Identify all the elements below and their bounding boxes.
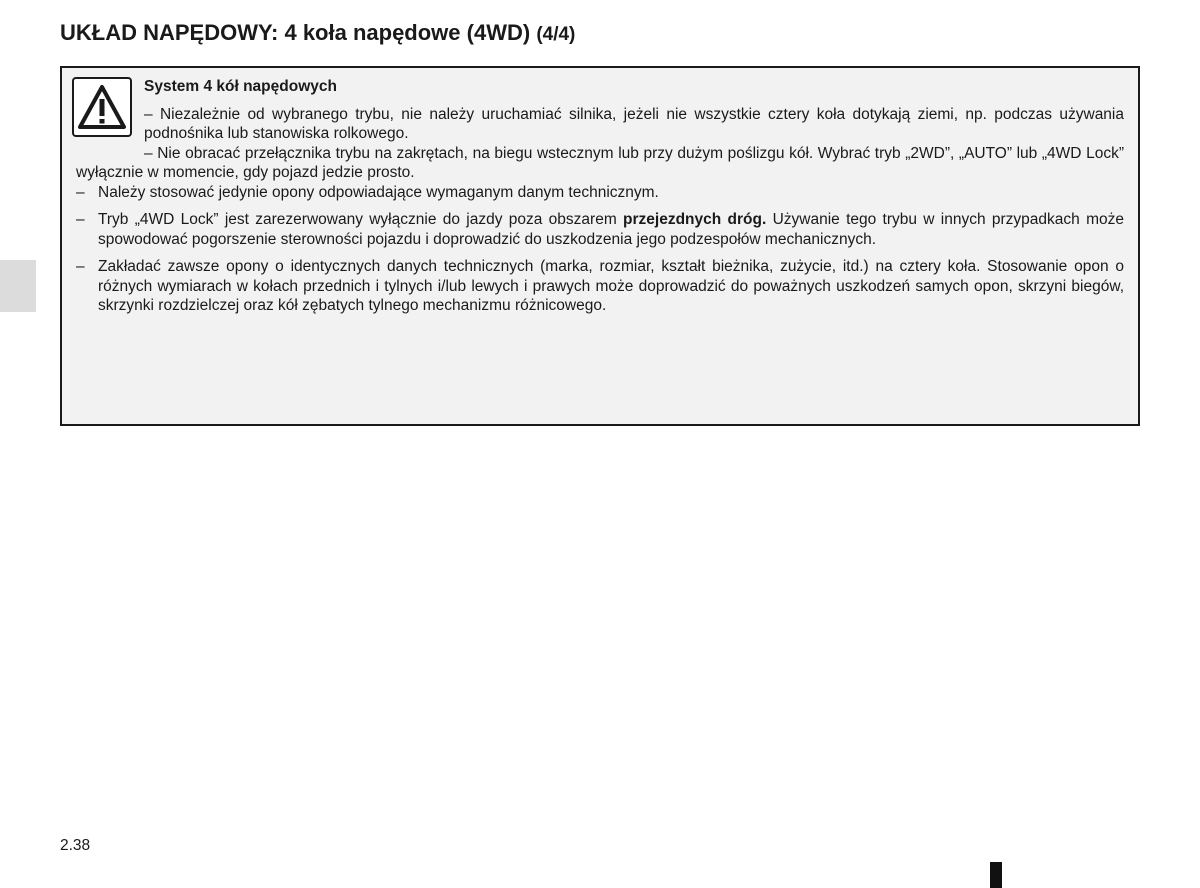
warning-triangle-icon: [72, 77, 132, 137]
page-title: [60, 18, 575, 50]
warning-list: [76, 183, 1124, 316]
page-title-text: UKŁAD NAPĘDOWY: 4 koła napędowe (4WD): [60, 20, 531, 45]
chapter-tab-marker: [0, 260, 36, 312]
list-item: [76, 183, 1124, 203]
list-dash: –: [76, 258, 85, 275]
page-number: 2.38: [60, 837, 91, 854]
warning-paragraph-switch: – Nie obracać przełącznika trybu na zakrętach, na biegu wstecznym lub przy dużym poślizgu kół. Wybrać tryb „2WD”, „AUTO” lub „4WD Lock” wyłącznie w momencie, gdy pojazd jedzie prosto.: [76, 144, 1124, 181]
list-item: [76, 210, 1124, 249]
list-item: [76, 257, 1124, 316]
warning-heading: System 4 kół napędowych: [144, 78, 337, 95]
list-item-text: Należy stosować jedynie opony odpowiadające wymaganym danym technicznym.: [98, 183, 659, 201]
list-item-text: Zakładać zawsze opony o identycznych danych technicznych (marka, rozmiar, kształt bieżnika, zużycie, itd.) na cztery koła. Stosowanie opon o różnych wymiarach w kołach przednich i tylnych i/lub lewych i prawych może doprowadzić do poważnych uszkodzeń samych opon, skrzyni biegów, skrzynki rozdzielczej oraz kół zębatych tylnego mechanizmu różnicowego.: [98, 258, 1124, 314]
list-dash: –: [76, 183, 85, 201]
list-item-bold-text: przejezdnych dróg.: [623, 211, 767, 228]
page-part-indicator: (4/4): [536, 24, 576, 45]
list-dash: –: [76, 211, 85, 228]
list-item-text-continued: Używanie tego trybu w innych przypadkach może spowodować pogorszenie sterowności pojazdu i doprowadzić do uszkodzenia jego podzespołów mechanicznych.: [98, 211, 1124, 248]
warning-box: [60, 66, 1140, 426]
list-item-text: Tryb „4WD Lock” jest zarezerwowany wyłącznie do jazdy poza obszarem: [98, 211, 624, 228]
print-corner-mark: [990, 862, 1002, 888]
warning-paragraph-engine: – Niezależnie od wybranego trybu, nie należy uruchamiać silnika, jeżeli nie wszystkie cztery koła dotykają ziemi, np. podczas używania podnośnika lub stanowiska rolkowego.: [144, 105, 1124, 142]
